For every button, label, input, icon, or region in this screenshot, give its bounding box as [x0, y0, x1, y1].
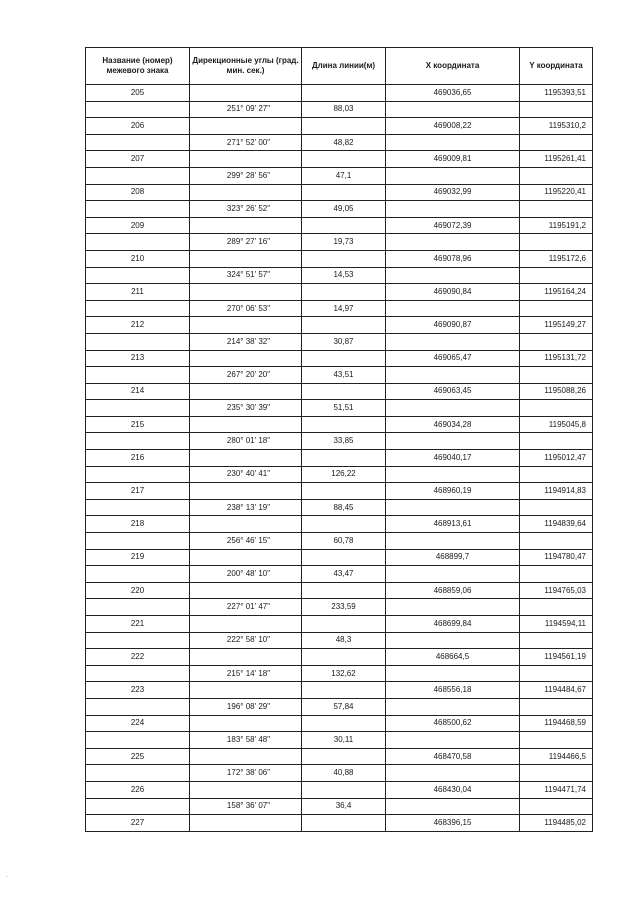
line-length: 30,87	[302, 333, 386, 350]
line-length: 49,05	[302, 201, 386, 218]
direction-angle: 230° 40' 41"	[190, 466, 302, 483]
empty-cell	[520, 798, 593, 815]
point-row	[86, 781, 593, 798]
empty-cell	[520, 300, 593, 317]
empty-cell	[520, 333, 593, 350]
direction-angle: 256° 46' 15"	[190, 533, 302, 550]
x-coordinate: 469065,47	[386, 350, 520, 367]
empty-cell	[86, 101, 190, 118]
point-name: 208	[86, 184, 190, 201]
point-name: 222	[86, 649, 190, 666]
empty-cell	[302, 217, 386, 234]
line-length: 47,1	[302, 167, 386, 184]
y-coordinate: 1194780,47	[520, 549, 593, 566]
y-coordinate: 1195191,2	[520, 217, 593, 234]
empty-cell	[302, 118, 386, 135]
header-x: X координата	[386, 48, 520, 85]
point-name: 223	[86, 682, 190, 699]
empty-cell	[386, 798, 520, 815]
empty-cell	[190, 383, 302, 400]
header-name: Название (номер) межевого знака	[86, 48, 190, 85]
direction-angle: 251° 09' 27"	[190, 101, 302, 118]
point-row	[86, 383, 593, 400]
point-row	[86, 748, 593, 765]
direction-angle: 324° 51' 57"	[190, 267, 302, 284]
empty-cell	[86, 134, 190, 151]
segment-row	[86, 499, 593, 516]
x-coordinate: 469040,17	[386, 450, 520, 467]
y-coordinate: 1194466,5	[520, 748, 593, 765]
empty-cell	[302, 85, 386, 102]
y-coordinate: 1195012,47	[520, 450, 593, 467]
empty-cell	[302, 250, 386, 267]
empty-cell	[302, 151, 386, 168]
x-coordinate: 468556,18	[386, 682, 520, 699]
point-row	[86, 85, 593, 102]
x-coordinate: 468500,62	[386, 715, 520, 732]
empty-cell	[386, 101, 520, 118]
line-length: 14,53	[302, 267, 386, 284]
empty-cell	[302, 317, 386, 334]
empty-cell	[190, 317, 302, 334]
empty-cell	[86, 533, 190, 550]
point-name: 212	[86, 317, 190, 334]
y-coordinate: 1195261,41	[520, 151, 593, 168]
empty-cell	[190, 450, 302, 467]
x-coordinate: 469090,84	[386, 284, 520, 301]
empty-cell	[190, 118, 302, 135]
empty-cell	[520, 765, 593, 782]
empty-cell	[86, 499, 190, 516]
segment-row	[86, 566, 593, 583]
empty-cell	[386, 533, 520, 550]
point-name: 214	[86, 383, 190, 400]
line-length: 30,11	[302, 732, 386, 749]
empty-cell	[386, 698, 520, 715]
x-coordinate: 468470,58	[386, 748, 520, 765]
point-name: 217	[86, 483, 190, 500]
empty-cell	[302, 682, 386, 699]
table-body	[86, 85, 593, 832]
y-coordinate: 1195172,6	[520, 250, 593, 267]
direction-angle: 289° 27' 16"	[190, 234, 302, 251]
y-coordinate: 1194561,19	[520, 649, 593, 666]
coordinates-table	[85, 47, 593, 832]
empty-cell	[86, 267, 190, 284]
segment-row	[86, 267, 593, 284]
line-length: 48,3	[302, 632, 386, 649]
segment-row	[86, 167, 593, 184]
empty-cell	[190, 184, 302, 201]
empty-cell	[386, 665, 520, 682]
x-coordinate: 468913,61	[386, 516, 520, 533]
point-name: 225	[86, 748, 190, 765]
line-length: 40,88	[302, 765, 386, 782]
empty-cell	[190, 748, 302, 765]
empty-cell	[86, 798, 190, 815]
empty-cell	[302, 483, 386, 500]
empty-cell	[302, 649, 386, 666]
empty-cell	[386, 267, 520, 284]
direction-angle: 172° 38' 06"	[190, 765, 302, 782]
direction-angle: 215° 14' 18"	[190, 665, 302, 682]
y-coordinate: 1194468,59	[520, 715, 593, 732]
empty-cell	[86, 333, 190, 350]
empty-cell	[190, 516, 302, 533]
point-row	[86, 715, 593, 732]
empty-cell	[302, 748, 386, 765]
point-row	[86, 250, 593, 267]
line-length: 14,97	[302, 300, 386, 317]
empty-cell	[386, 499, 520, 516]
point-row	[86, 483, 593, 500]
empty-cell	[520, 367, 593, 384]
point-name: 205	[86, 85, 190, 102]
empty-cell	[190, 715, 302, 732]
empty-cell	[190, 416, 302, 433]
line-length: 132,62	[302, 665, 386, 682]
y-coordinate: 1195393,51	[520, 85, 593, 102]
empty-cell	[86, 698, 190, 715]
empty-cell	[520, 698, 593, 715]
empty-cell	[190, 649, 302, 666]
empty-cell	[190, 85, 302, 102]
table-header-row	[86, 48, 593, 85]
empty-cell	[386, 732, 520, 749]
point-row	[86, 549, 593, 566]
x-coordinate: 469036,65	[386, 85, 520, 102]
point-name: 209	[86, 217, 190, 234]
x-coordinate: 468899,7	[386, 549, 520, 566]
empty-cell	[386, 234, 520, 251]
empty-cell	[520, 533, 593, 550]
x-coordinate: 468960,19	[386, 483, 520, 500]
empty-cell	[302, 350, 386, 367]
empty-cell	[386, 400, 520, 417]
y-coordinate: 1195220,41	[520, 184, 593, 201]
empty-cell	[520, 499, 593, 516]
empty-cell	[190, 682, 302, 699]
empty-cell	[302, 284, 386, 301]
empty-cell	[86, 466, 190, 483]
empty-cell	[86, 433, 190, 450]
empty-cell	[190, 483, 302, 500]
direction-angle: 280° 01' 18"	[190, 433, 302, 450]
empty-cell	[386, 201, 520, 218]
empty-cell	[520, 267, 593, 284]
direction-angle: 196° 08' 29"	[190, 698, 302, 715]
segment-row	[86, 798, 593, 815]
direction-angle: 323° 26' 52"	[190, 201, 302, 218]
empty-cell	[86, 400, 190, 417]
empty-cell	[86, 234, 190, 251]
empty-cell	[520, 466, 593, 483]
point-row	[86, 815, 593, 832]
point-name: 218	[86, 516, 190, 533]
empty-cell	[86, 732, 190, 749]
direction-angle: 214° 38' 32"	[190, 333, 302, 350]
empty-cell	[386, 566, 520, 583]
empty-cell	[302, 416, 386, 433]
segment-row	[86, 367, 593, 384]
empty-cell	[190, 781, 302, 798]
empty-cell	[520, 201, 593, 218]
point-name: 219	[86, 549, 190, 566]
empty-cell	[190, 815, 302, 832]
empty-cell	[302, 582, 386, 599]
point-row	[86, 350, 593, 367]
point-row	[86, 118, 593, 135]
empty-cell	[386, 632, 520, 649]
header-y: Y координата	[520, 48, 593, 85]
empty-cell	[386, 433, 520, 450]
direction-angle: 158° 36' 07"	[190, 798, 302, 815]
y-coordinate: 1195164,24	[520, 284, 593, 301]
segment-row	[86, 765, 593, 782]
segment-row	[86, 134, 593, 151]
empty-cell	[520, 665, 593, 682]
point-name: 206	[86, 118, 190, 135]
line-length: 33,85	[302, 433, 386, 450]
x-coordinate: 469008,22	[386, 118, 520, 135]
x-coordinate: 469009,81	[386, 151, 520, 168]
point-name: 227	[86, 815, 190, 832]
y-coordinate: 1195045,8	[520, 416, 593, 433]
empty-cell	[190, 549, 302, 566]
empty-cell	[302, 450, 386, 467]
direction-angle: 183° 58' 48"	[190, 732, 302, 749]
point-name: 210	[86, 250, 190, 267]
y-coordinate: 1194594,11	[520, 616, 593, 633]
y-coordinate: 1194485,02	[520, 815, 593, 832]
line-length: 88,03	[302, 101, 386, 118]
empty-cell	[86, 367, 190, 384]
empty-cell	[386, 466, 520, 483]
point-row	[86, 682, 593, 699]
empty-cell	[520, 599, 593, 616]
x-coordinate: 469090,87	[386, 317, 520, 334]
x-coordinate: 469063,45	[386, 383, 520, 400]
empty-cell	[520, 134, 593, 151]
segment-row	[86, 466, 593, 483]
empty-cell	[86, 632, 190, 649]
empty-cell	[302, 184, 386, 201]
empty-cell	[302, 516, 386, 533]
line-length: 43,47	[302, 566, 386, 583]
empty-cell	[190, 151, 302, 168]
x-coordinate: 468699,84	[386, 616, 520, 633]
x-coordinate: 469078,96	[386, 250, 520, 267]
point-name: 207	[86, 151, 190, 168]
x-coordinate: 468396,15	[386, 815, 520, 832]
empty-cell	[302, 383, 386, 400]
empty-cell	[520, 101, 593, 118]
point-name: 221	[86, 616, 190, 633]
y-coordinate: 1195131,72	[520, 350, 593, 367]
empty-cell	[190, 250, 302, 267]
segment-row	[86, 201, 593, 218]
empty-cell	[386, 167, 520, 184]
point-name: 226	[86, 781, 190, 798]
empty-cell	[520, 566, 593, 583]
empty-cell	[86, 765, 190, 782]
point-row	[86, 284, 593, 301]
empty-cell	[520, 732, 593, 749]
point-row	[86, 649, 593, 666]
header-angle: Дирекционные углы (град. мин. сек.)	[190, 48, 302, 85]
y-coordinate: 1195088,26	[520, 383, 593, 400]
segment-row	[86, 665, 593, 682]
x-coordinate: 468430,04	[386, 781, 520, 798]
segment-row	[86, 732, 593, 749]
empty-cell	[386, 765, 520, 782]
x-coordinate: 469032,99	[386, 184, 520, 201]
empty-cell	[302, 815, 386, 832]
direction-angle: 299° 28' 56"	[190, 167, 302, 184]
point-row	[86, 582, 593, 599]
y-coordinate: 1195310,2	[520, 118, 593, 135]
point-name: 224	[86, 715, 190, 732]
point-name: 211	[86, 284, 190, 301]
point-name: 220	[86, 582, 190, 599]
point-name: 216	[86, 450, 190, 467]
x-coordinate: 469072,39	[386, 217, 520, 234]
y-coordinate: 1194484,67	[520, 682, 593, 699]
empty-cell	[190, 284, 302, 301]
empty-cell	[190, 217, 302, 234]
segment-row	[86, 234, 593, 251]
empty-cell	[86, 201, 190, 218]
segment-row	[86, 433, 593, 450]
empty-cell	[86, 566, 190, 583]
point-row	[86, 516, 593, 533]
empty-cell	[520, 234, 593, 251]
segment-row	[86, 698, 593, 715]
segment-row	[86, 400, 593, 417]
empty-cell	[386, 134, 520, 151]
y-coordinate: 1194914,83	[520, 483, 593, 500]
point-row	[86, 217, 593, 234]
x-coordinate: 468859,06	[386, 582, 520, 599]
empty-cell	[386, 599, 520, 616]
line-length: 233,59	[302, 599, 386, 616]
segment-row	[86, 101, 593, 118]
empty-cell	[190, 350, 302, 367]
y-coordinate: 1194839,64	[520, 516, 593, 533]
coordinate-sheet	[85, 47, 592, 832]
line-length: 19,73	[302, 234, 386, 251]
empty-cell	[520, 167, 593, 184]
direction-angle: 271° 52' 00"	[190, 134, 302, 151]
empty-cell	[520, 632, 593, 649]
empty-cell	[86, 599, 190, 616]
point-row	[86, 616, 593, 633]
header-length: Длина линии(м)	[302, 48, 386, 85]
segment-row	[86, 300, 593, 317]
line-length: 51,51	[302, 400, 386, 417]
line-length: 60,78	[302, 533, 386, 550]
point-name: 213	[86, 350, 190, 367]
point-name: 215	[86, 416, 190, 433]
direction-angle: 238° 13' 19"	[190, 499, 302, 516]
y-coordinate: 1195149,27	[520, 317, 593, 334]
line-length: 126,22	[302, 466, 386, 483]
empty-cell	[86, 665, 190, 682]
segment-row	[86, 632, 593, 649]
x-coordinate: 468664,5	[386, 649, 520, 666]
empty-cell	[190, 582, 302, 599]
line-length: 36,4	[302, 798, 386, 815]
empty-cell	[386, 333, 520, 350]
empty-cell	[520, 433, 593, 450]
direction-angle: 267° 20' 20"	[190, 367, 302, 384]
empty-cell	[86, 167, 190, 184]
direction-angle: 222° 58' 10"	[190, 632, 302, 649]
empty-cell	[520, 400, 593, 417]
line-length: 43,51	[302, 367, 386, 384]
empty-cell	[302, 715, 386, 732]
y-coordinate: 1194471,74	[520, 781, 593, 798]
segment-row	[86, 533, 593, 550]
segment-row	[86, 333, 593, 350]
segment-row	[86, 599, 593, 616]
empty-cell	[302, 781, 386, 798]
direction-angle: 227° 01' 47"	[190, 599, 302, 616]
empty-cell	[302, 549, 386, 566]
y-coordinate: 1194765,03	[520, 582, 593, 599]
empty-cell	[86, 300, 190, 317]
page-mark: ·	[6, 874, 8, 880]
direction-angle: 235° 30' 39"	[190, 400, 302, 417]
direction-angle: 270° 06' 53"	[190, 300, 302, 317]
empty-cell	[302, 616, 386, 633]
empty-cell	[386, 300, 520, 317]
point-row	[86, 416, 593, 433]
line-length: 88,45	[302, 499, 386, 516]
empty-cell	[386, 367, 520, 384]
point-row	[86, 184, 593, 201]
line-length: 57,84	[302, 698, 386, 715]
empty-cell	[190, 616, 302, 633]
point-row	[86, 450, 593, 467]
direction-angle: 200° 48' 10"	[190, 566, 302, 583]
point-row	[86, 151, 593, 168]
point-row	[86, 317, 593, 334]
x-coordinate: 469034,28	[386, 416, 520, 433]
line-length: 48,82	[302, 134, 386, 151]
